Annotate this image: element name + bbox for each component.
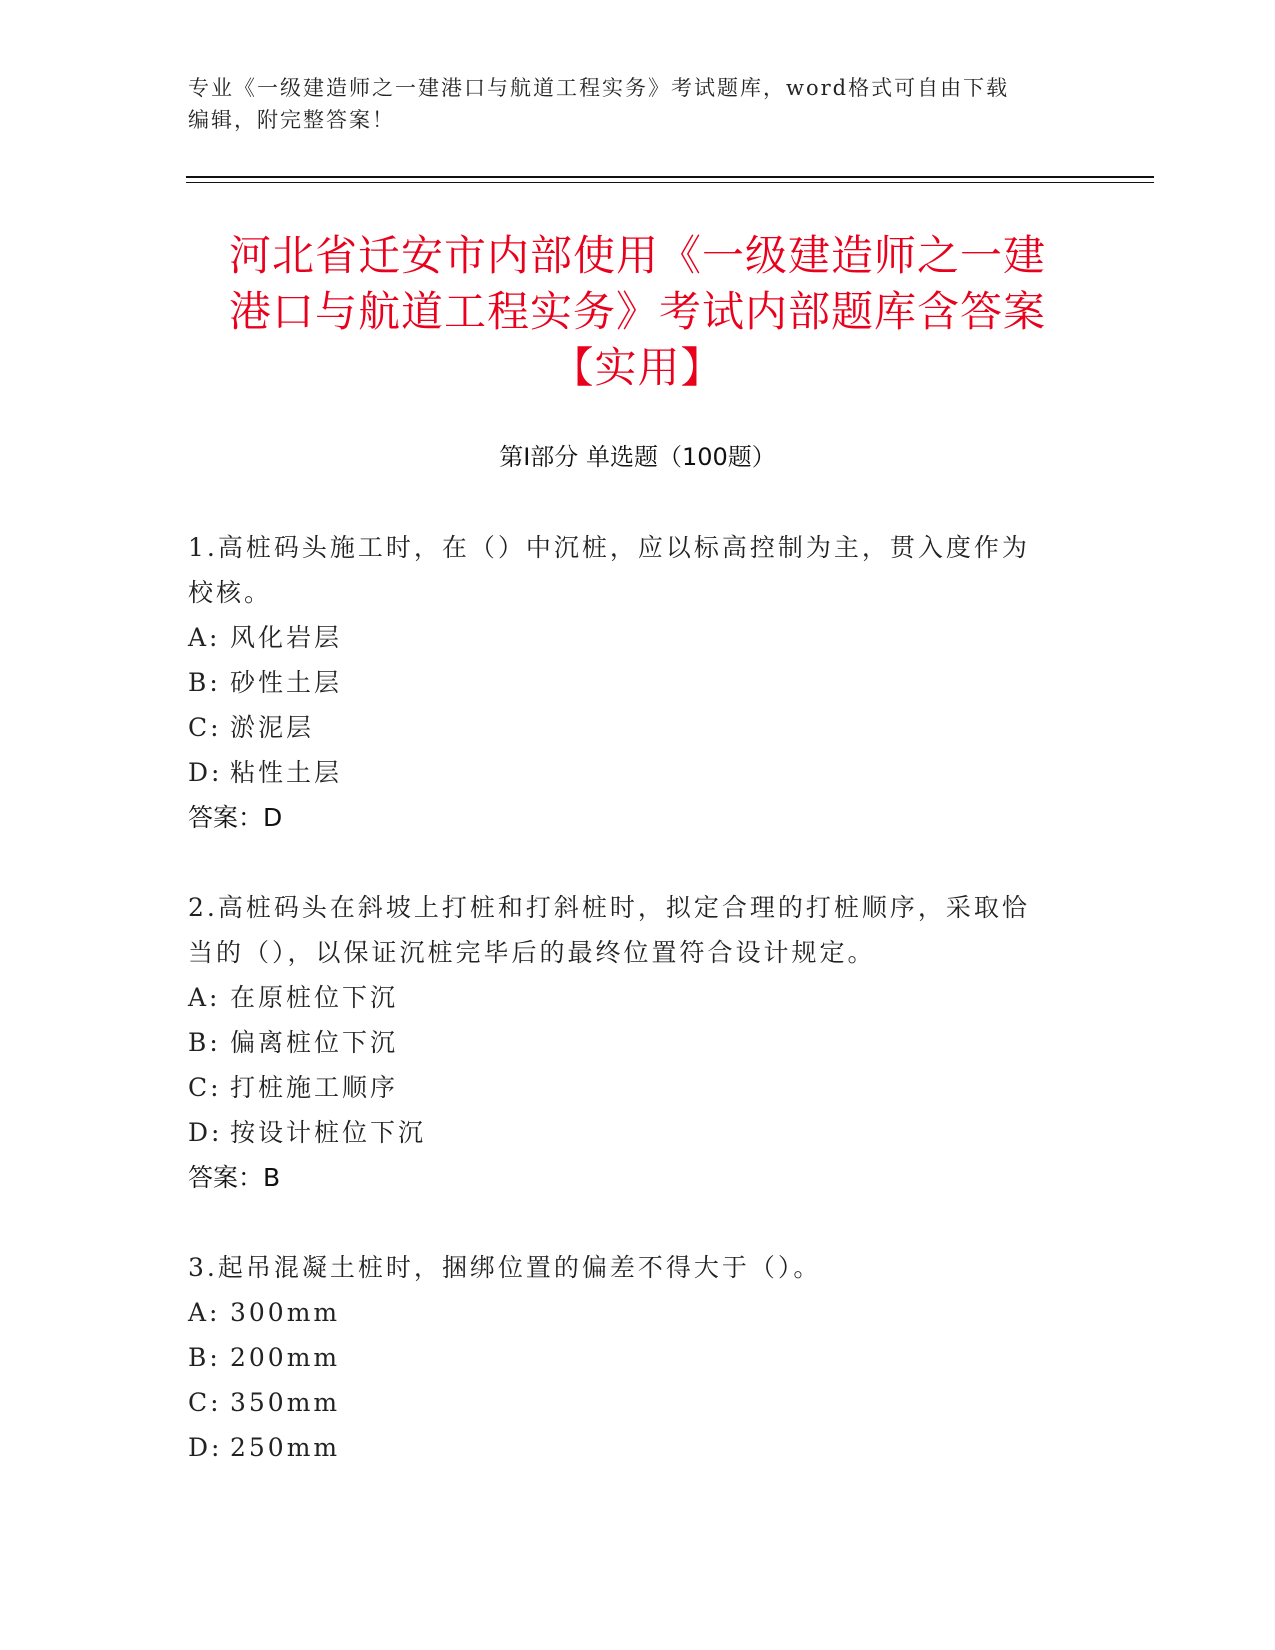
- option-text: 淤泥层: [230, 713, 315, 742]
- header-note: [188, 72, 1088, 136]
- option-text: 在原桩位下沉: [230, 983, 399, 1012]
- header-note-line-1: 专业《一级建造师之一建港口与航道工程实务》考试题库，word格式可自由下载: [188, 76, 1010, 100]
- question-stem-line: 1.高桩码头施工时，在（）中沉桩，应以标高控制为主，贯入度作为: [188, 533, 1030, 562]
- option-letter: D:: [188, 758, 223, 787]
- option-letter: C:: [188, 1073, 222, 1102]
- option-letter: B:: [188, 1028, 221, 1057]
- document-title-line-3: 【实用】: [551, 343, 724, 392]
- option-letter: D:: [188, 1118, 223, 1147]
- answer-label: 答案：: [188, 803, 264, 832]
- option-letter: C:: [188, 713, 222, 742]
- option-letter: C:: [188, 1388, 222, 1417]
- option-text: 偏离桩位下沉: [230, 1028, 399, 1057]
- option-d: [188, 1110, 1068, 1155]
- option-text: 350mm: [230, 1388, 341, 1417]
- document-title-line-1: 河北省迁安市内部使用《一级建造师之一建: [228, 231, 1046, 280]
- option-a: [188, 615, 1068, 660]
- question-1: [188, 525, 1068, 840]
- answer-line: [188, 795, 1068, 840]
- option-letter: A:: [188, 623, 221, 652]
- option-text: 风化岩层: [230, 623, 343, 652]
- option-b: [188, 1335, 1068, 1380]
- option-letter: D:: [188, 1433, 223, 1462]
- option-b: [188, 660, 1068, 705]
- answer-value: B: [263, 1163, 281, 1192]
- option-text: 打桩施工顺序: [230, 1073, 399, 1102]
- question-3: [188, 1245, 1068, 1470]
- answer-line: [188, 1155, 1068, 1200]
- option-text: 300mm: [230, 1298, 341, 1327]
- option-a: [188, 975, 1068, 1020]
- option-b: [188, 1020, 1068, 1065]
- option-letter: B:: [188, 668, 221, 697]
- option-text: 200mm: [230, 1343, 341, 1372]
- question-stem-line: 校核。: [188, 578, 273, 607]
- option-text: 250mm: [230, 1433, 341, 1462]
- header-note-line-2: 编辑，附完整答案！: [188, 108, 395, 132]
- question-2: [188, 885, 1068, 1200]
- document-title: [160, 228, 1115, 396]
- option-d: [188, 1425, 1068, 1470]
- question-stem-line: 2.高桩码头在斜坡上打桩和打斜桩时，拟定合理的打桩顺序，采取恰: [188, 893, 1030, 922]
- option-d: [188, 750, 1068, 795]
- header-divider-thick: [186, 176, 1154, 178]
- option-text: 砂性土层: [230, 668, 343, 697]
- section-heading: 第Ⅰ部分 单选题（100题）: [499, 443, 776, 471]
- option-text: 粘性土层: [230, 758, 343, 787]
- option-a: [188, 1290, 1068, 1335]
- option-c: [188, 1380, 1068, 1425]
- option-c: [188, 705, 1068, 750]
- header-divider-thin: [186, 182, 1154, 183]
- answer-label: 答案：: [188, 1163, 264, 1192]
- option-letter: B:: [188, 1343, 221, 1372]
- option-letter: A:: [188, 983, 221, 1012]
- option-c: [188, 1065, 1068, 1110]
- option-text: 按设计桩位下沉: [230, 1118, 427, 1147]
- option-letter: A:: [188, 1298, 221, 1327]
- question-stem-line: 当的（），以保证沉桩完毕后的最终位置符合设计规定。: [188, 938, 876, 967]
- question-stem-line: 3.起吊混凝土桩时，捆绑位置的偏差不得大于（）。: [188, 1253, 822, 1282]
- document-title-line-2: 港口与航道工程实务》考试内部题库含答案: [228, 287, 1046, 336]
- answer-value: D: [263, 803, 283, 832]
